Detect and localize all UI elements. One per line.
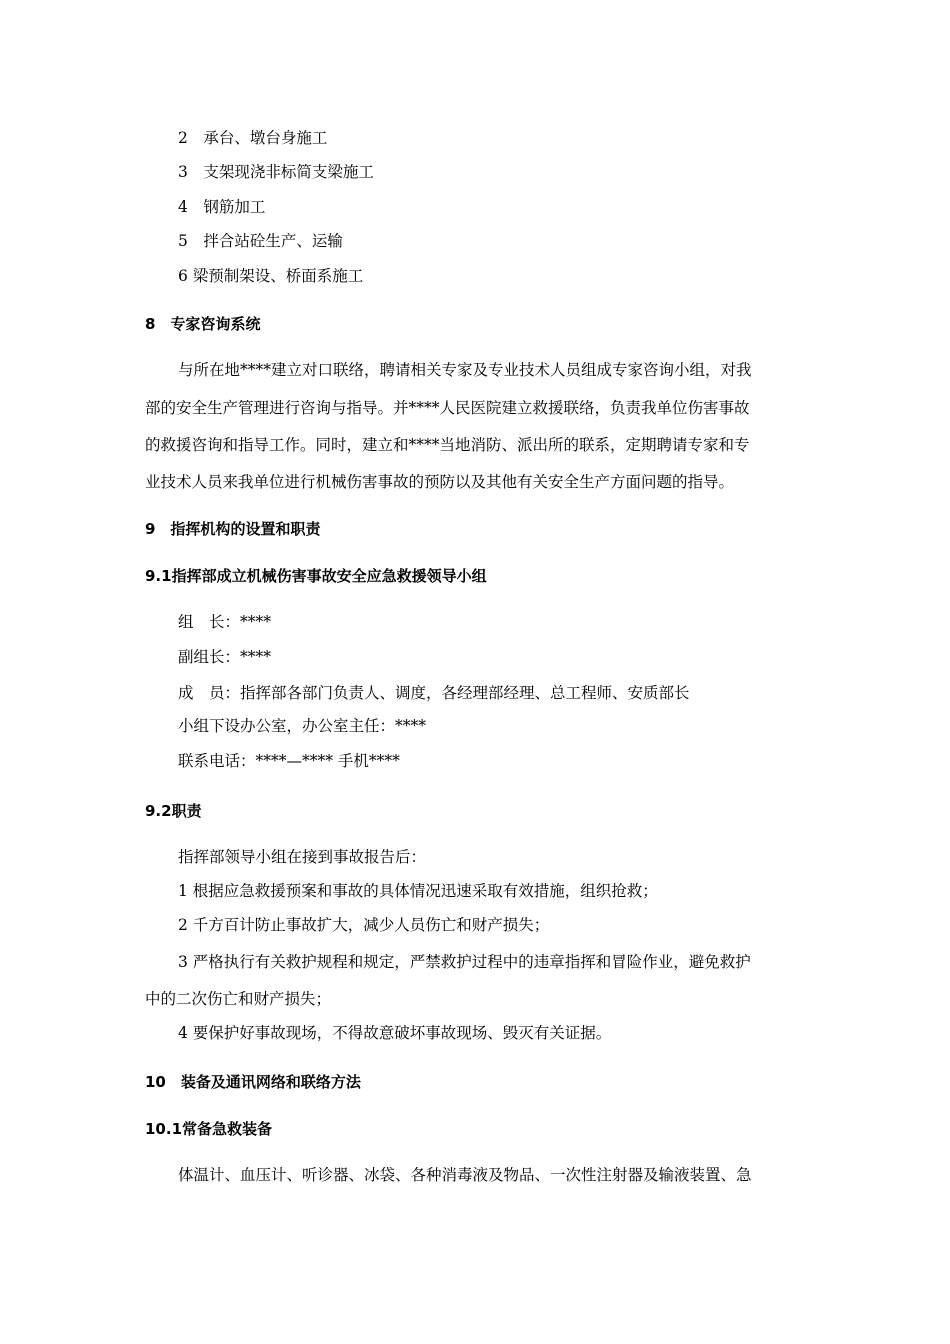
section-heading: 9 指挥机构的设置和职责 <box>145 520 321 538</box>
list-item: 2 承台、墩台身施工 <box>178 129 328 147</box>
list-item: 中的二次伤亡和财产损失； <box>145 990 332 1008</box>
list-item: 3 严格执行有关救护规程和规定，严禁救护过程中的违章指挥和冒险作业，避免救护 <box>178 953 751 971</box>
list-item: 4 要保护好事故现场，不得故意破坏事故现场、毁灭有关证据。 <box>178 1024 612 1042</box>
list-item: 2 千方百计防止事故扩大，减少人员伤亡和财产损失； <box>178 916 550 934</box>
list-item: 副组长：**** <box>178 648 272 666</box>
list-item: 成 员：指挥部各部门负责人、调度，各经理部经理、总工程师、安质部长 <box>178 684 690 702</box>
paragraph-line: 业技术人员来我单位进行机械伤害事故的预防以及其他有关安全生产方面问题的指导。 <box>145 473 735 491</box>
list-item: 3 支架现浇非标简支梁施工 <box>178 163 374 181</box>
subsection-heading: 9.1指挥部成立机械伤害事故安全应急救援领导小组 <box>145 567 487 585</box>
list-item: 联系电话：****—**** 手机**** <box>178 752 400 770</box>
list-item: 组 长：**** <box>178 613 272 631</box>
list-item: 4 钢筋加工 <box>178 198 266 216</box>
subsection-heading: 9.2职责 <box>145 802 202 820</box>
list-item: 5 拌合站砼生产、运输 <box>178 232 343 250</box>
paragraph-line: 部的安全生产管理进行咨询与指导。并****人民医院建立救援联络，负责我单位伤害事故 <box>145 399 750 417</box>
paragraph-line: 的救援咨询和指导工作。同时，建立和****当地消防、派出所的联系，定期聘请专家和专 <box>145 436 750 454</box>
subsection-heading: 10.1常备急救装备 <box>145 1120 273 1138</box>
paragraph-line: 体温计、血压计、听诊器、冰袋、各种消毒液及物品、一次性注射器及输液装置、急 <box>178 1166 752 1184</box>
list-item: 指挥部领导小组在接到事故报告后： <box>178 848 427 866</box>
list-item: 小组下设办公室，办公室主任：**** <box>178 717 427 735</box>
section-heading: 8 专家咨询系统 <box>145 315 261 333</box>
list-item: 1 根据应急救援预案和事故的具体情况迅速采取有效措施，组织抢救； <box>178 882 658 900</box>
paragraph-line: 与所在地****建立对口联络，聘请相关专家及专业技术人员组成专家咨询小组，对我 <box>178 361 752 379</box>
section-heading: 10 装备及通讯网络和联络方法 <box>145 1073 361 1091</box>
list-item: 6 梁预制架设、桥面系施工 <box>178 267 364 285</box>
